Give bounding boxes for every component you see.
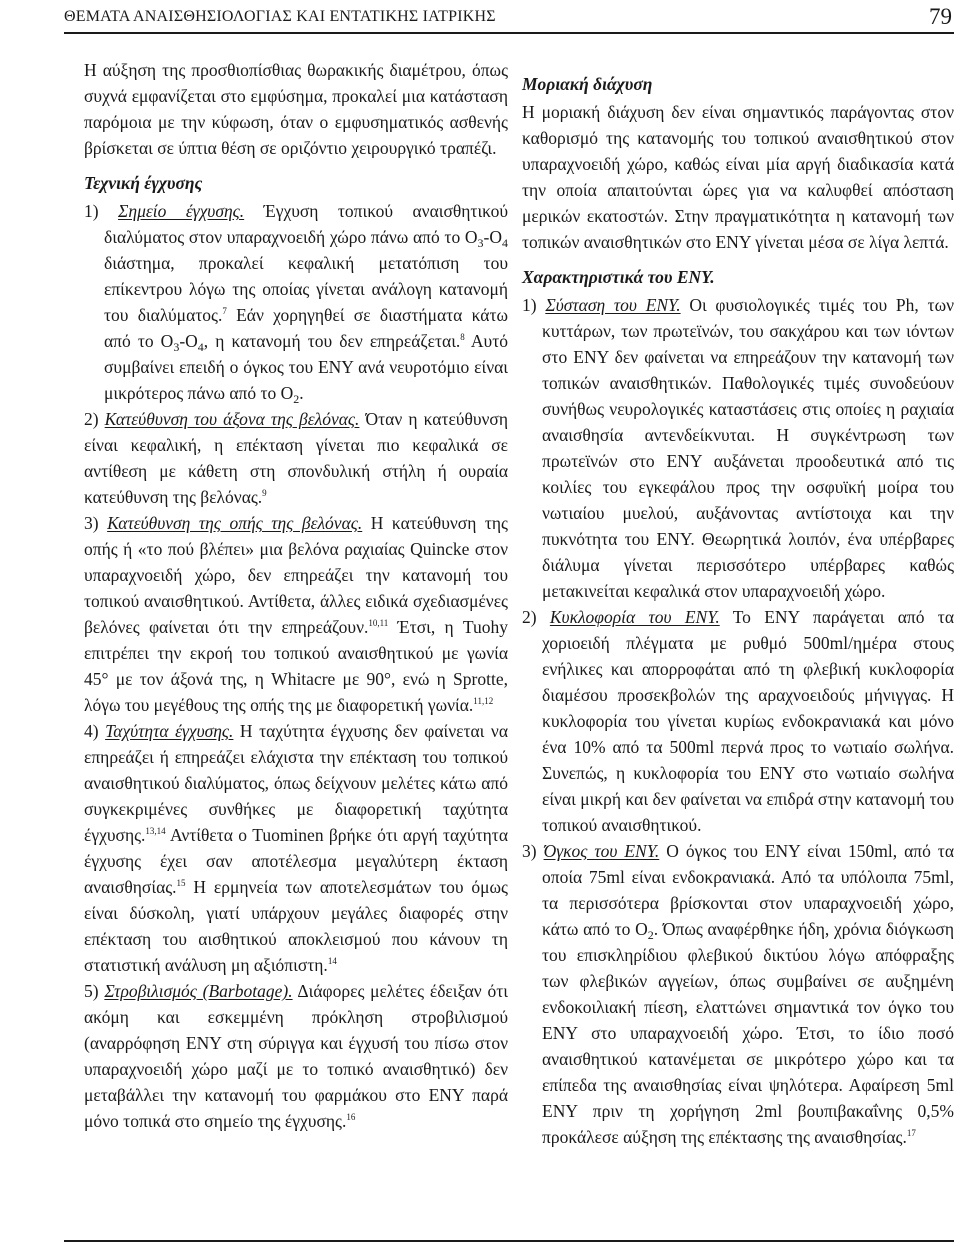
item-title: Ταχύτητα έγχυσης.: [105, 721, 234, 741]
citation: 8: [460, 332, 465, 342]
diffusion-paragraph: Η μοριακή διάχυση δεν είναι σημαντικός παράγοντας στον καθορισμό της κατανομής του τοπικού αναισθητικού στον υπαραχνοειδή χώρο, καθώς είναι μία αργή διαδικασία κατά την οποία απαιτούνται ώρες για να καλυφθεί απόσταση μερικών εκατοστών. Στην πραγματικότητα η κατανομή των τοπικών αναισθητικών στο ΕΝΥ γίνεται μέσα σε λίγα λεπτά.: [522, 102, 954, 252]
list-item-csf-volume: 3) Όγκος του ΕΝΥ. Ο όγκος του ΕΝΥ είναι 150ml, από τα οποία 75ml είναι ενδοκρανιακά. Από τα υπόλοιπα 75ml, τα περισσότερα βρίσκονται στον υπαραχνοειδή χώρο, κάτω από το $O_2$. Όπως αναφέρθηκε ήδη, χρόνια διόγκωση του επισκληρίδιου φλεβικού δικτύου λόγω απόφραξης των φλεβικών αγγείων, όπως συμβαίνει σε αυξημένη ενδοκοιλιακή πίεση, ελαττώνει σημαντικά τον όγκο του ΕΝΥ στο υπαραχνοειδή χώρο. Έτσι, το ίδιο ποσό αναισθητικού κατανέμεται σε μικρότερο χώρο και τα επίπεδα της αναισθησίας είναι ψηλότερα. Αφαίρεση 5ml ΕΝΥ πριν τη χορήγηση 2ml βουπιβακαΐνης 0,5% προκάλεσε αύξηση της επέκτασης της αναισθησίας.$^{17}$: [522, 841, 955, 1147]
right-column: [522, 57, 954, 1150]
list-item-injection-site: 1) Σημείο έγχυσης. Έγχυση τοπικού αναισθητικού διαλύματος στον υπαραχνοειδή χώρο πάνω από το $O_3-O_4$ διάστημα, προκαλεί κεφαλική μετατόπιση του επίκεντρου λόγω της οποίας γίνεται ανάλογη κατανομή του διαλύματος.$^7$ Εάν χορηγηθεί σε διαστήματα κάτω από το $O_3-O_4$, η κατανομή του δεν επηρεάζεται.$^8$ Αυτό συμβαίνει επειδή ο όγκος του ΕΝΥ ανά νευροτόμιο είναι μικρότερος πάνω από το $O_2$.: [84, 201, 509, 406]
item-title: Όγκος του ΕΝΥ.: [543, 841, 660, 861]
citation: 15: [176, 878, 186, 888]
journal-title: ΘΕΜΑΤΑ ΑΝΑΙΣΘΗΣΙΟΛΟΓΙΑΣ ΚΑΙ ΕΝΤΑΤΙΚΗΣ ΙΑΤΡΙΚΗΣ: [64, 8, 496, 25]
running-header: [64, 4, 956, 32]
citation: 9: [262, 488, 267, 498]
list-item-barbotage: 5) Στροβιλισμός (Barbotage). Διάφορες μελέτες έδειξαν ότι ακόμη και εσκεμμένη πρόκληση στροβιλισμού (αναρρόφηση ΕΝΥ στη σύριγγα και έγχυσή του πίσω στον υπαραχνοειδή χώρο μαζί με το τοπικό αναισθητικό) δεν μεταβάλλει την κατανομή του φαρμάκου στο ΕΝΥ παρά μόνο τοπικά στο σημείο της έγχυσης.$^{16}$: [84, 981, 509, 1131]
item-title: Κατεύθυνση της οπής της βελόνας.: [107, 513, 363, 533]
citation: 17: [906, 1128, 916, 1138]
page-number: 79: [929, 4, 952, 29]
citation: 11,12: [473, 696, 494, 706]
section-heading-molecular-diffusion: Μοριακή διάχυση: [522, 74, 653, 94]
list-item-injection-speed: 4) Ταχύτητα έγχυσης. Η ταχύτητα έγχυσης δεν φαίνεται να επηρεάζει ή επηρεάζει ελάχιστα την επέκταση του τοπικού αναισθητικού διαλύματος, όπως δείχνουν μελέτες κάτω από συγκεκριμένες συνθήκες με διαφορετική ταχύτητα έγχυσης.$^{13,14}$ Αντίθετα ο Tuominen βρήκε ότι αργή ταχύτητα έγχυσης έχει σαν αποτέλεσμα μεγαλύτερη έκταση αναισθησίας.$^{15}$ Η ερμηνεία των αποτελεσμάτων του όμως είναι δύσκολη, γιατί υπάρχουν μεγάλες διαφορές στην επέκταση του αισθητικού αποκλεισμού που κάνουν τη στατιστική ανάλυση μη αξιόπιστη.$^{14}$: [84, 721, 509, 975]
citation: 7: [222, 306, 227, 316]
item-title: Στροβιλισμός (Barbotage).: [104, 981, 293, 1001]
list-item-needle-orifice: 3) Κατεύθυνση της οπής της βελόνας. Η κατεύθυνση της οπής ή «το πού βλέπει» μια βελόνα ραχιαίας Quincke στον υπαραχνοειδή χώρο, δεν επηρεάζει την κατανομή του τοπικού αναισθητικού. Αντίθετα, άλλες ειδικά σχεδιασμένες βελόνες φαίνεται ότι την επηρεάζουν.$^{10,11}$ Έτσι, η Tuohy επιτρέπει την εκροή του τοπικού αναισθητικού με γωνία 45° με τον άξονά της, η Whitacre με 90°, ενώ η Sprotte, λόγω του μεγέθους της οπής της με διαφορετική γωνία.$^{11,12}$: [84, 513, 508, 715]
item-title: Σημείο έγχυσης.: [118, 201, 245, 221]
list-item-csf-composition: 1) Σύσταση του ΕΝΥ. Οι φυσιολογικές τιμές του Ph, των κυττάρων, των πρωτεϊνών, του σακχάρου και των ιόντων στο ΕΝΥ δεν φαίνεται να επηρεάζουν την κατανομή των τοπικών αναισθητικών. Παθολογικές τιμές συνοδεύουν συνήθως νευρολογικές καταστάσεις στις οποίες η ραχιαία αναισθησία αντενδείκνυται. Η συγκέντρωση των πρωτεϊνών στο ΕΝΥ αυξάνεται προοδευτικά από τις κοιλίες του εγκεφάλου προς την οσφυϊκή μοίρα του νωτιαίου μυελού, αυξάνοντας αντίστοιχα και την πυκνότητα του ΕΝΥ. Θεωρητικά λοιπόν, ένα υπέρβαρες διάλυμα γίνεται περισσότερο υπέρβαρες καθώς μετακινείται κεφαλικά στον υπαραχνοειδή χώρο.: [522, 295, 955, 601]
footer-rule: [64, 1240, 954, 1242]
citation: 10,11: [368, 618, 389, 628]
header-rule: [64, 32, 954, 34]
citation: 16: [346, 1112, 356, 1122]
citation: 14: [327, 956, 337, 966]
citation: 13,14: [145, 826, 166, 836]
item-title: Κυκλοφορία του ΕΝΥ.: [549, 607, 720, 627]
section-heading-csf-characteristics: Χαρακτηριστικά του ΕΝΥ.: [522, 267, 715, 287]
item-title: Κατεύθυνση του άξονα της βελόνας.: [104, 409, 360, 429]
left-column: [84, 57, 508, 1134]
list-item-needle-axis: 2) Κατεύθυνση του άξονα της βελόνας. Όταν η κατεύθυνση είναι κεφαλική, η επέκταση γίνεται πιο κεφαλικά σε αντίθεση με κάθετη στη σπονδυλική στήλη ή ουραία κατεύθυνση της βελόνας.$^9$: [84, 409, 509, 507]
list-item-csf-circulation: 2) Κυκλοφορία του ΕΝΥ. Το ΕΝΥ παράγεται από τα χοριοειδή πλέγματα με ρυθμό 500ml/ημέρα στους ενήλικες και απορροφάται από τη φλεβική κυκλοφορία διαμέσου προσεκβολών της αραχνοειδούς μήνιγγας. Η κυκλοφορία του γίνεται κυρίως ενδοκρανιακά και μόνο ένα 10% από τα 500ml περνά προς το νωτιαίο σωλήνα. Συνεπώς, η κυκλοφορία του ΕΝΥ στο νωτιαίο σωλήνα είναι μικρή και δεν φαίνεται να επιδρά στην κατανομή του τοπικού αναισθητικού.: [522, 607, 954, 835]
intro-paragraph: Η αύξηση της προσθιοπίσθιας θωρακικής διαμέτρου, όπως συχνά εμφανίζεται στο εμφύσημα, προκαλεί μια κατάσταση παρόμοια με την κύφωση, όταν ο εμφυσηματικός ασθενής βρίσκεται σε ύπτια θέση σε οριζόντιο χειρουργικό τραπέζι.: [84, 60, 508, 158]
section-heading-injection-technique: Τεχνική έγχυσης: [84, 173, 203, 193]
item-title: Σύσταση του ΕΝΥ.: [545, 295, 681, 315]
